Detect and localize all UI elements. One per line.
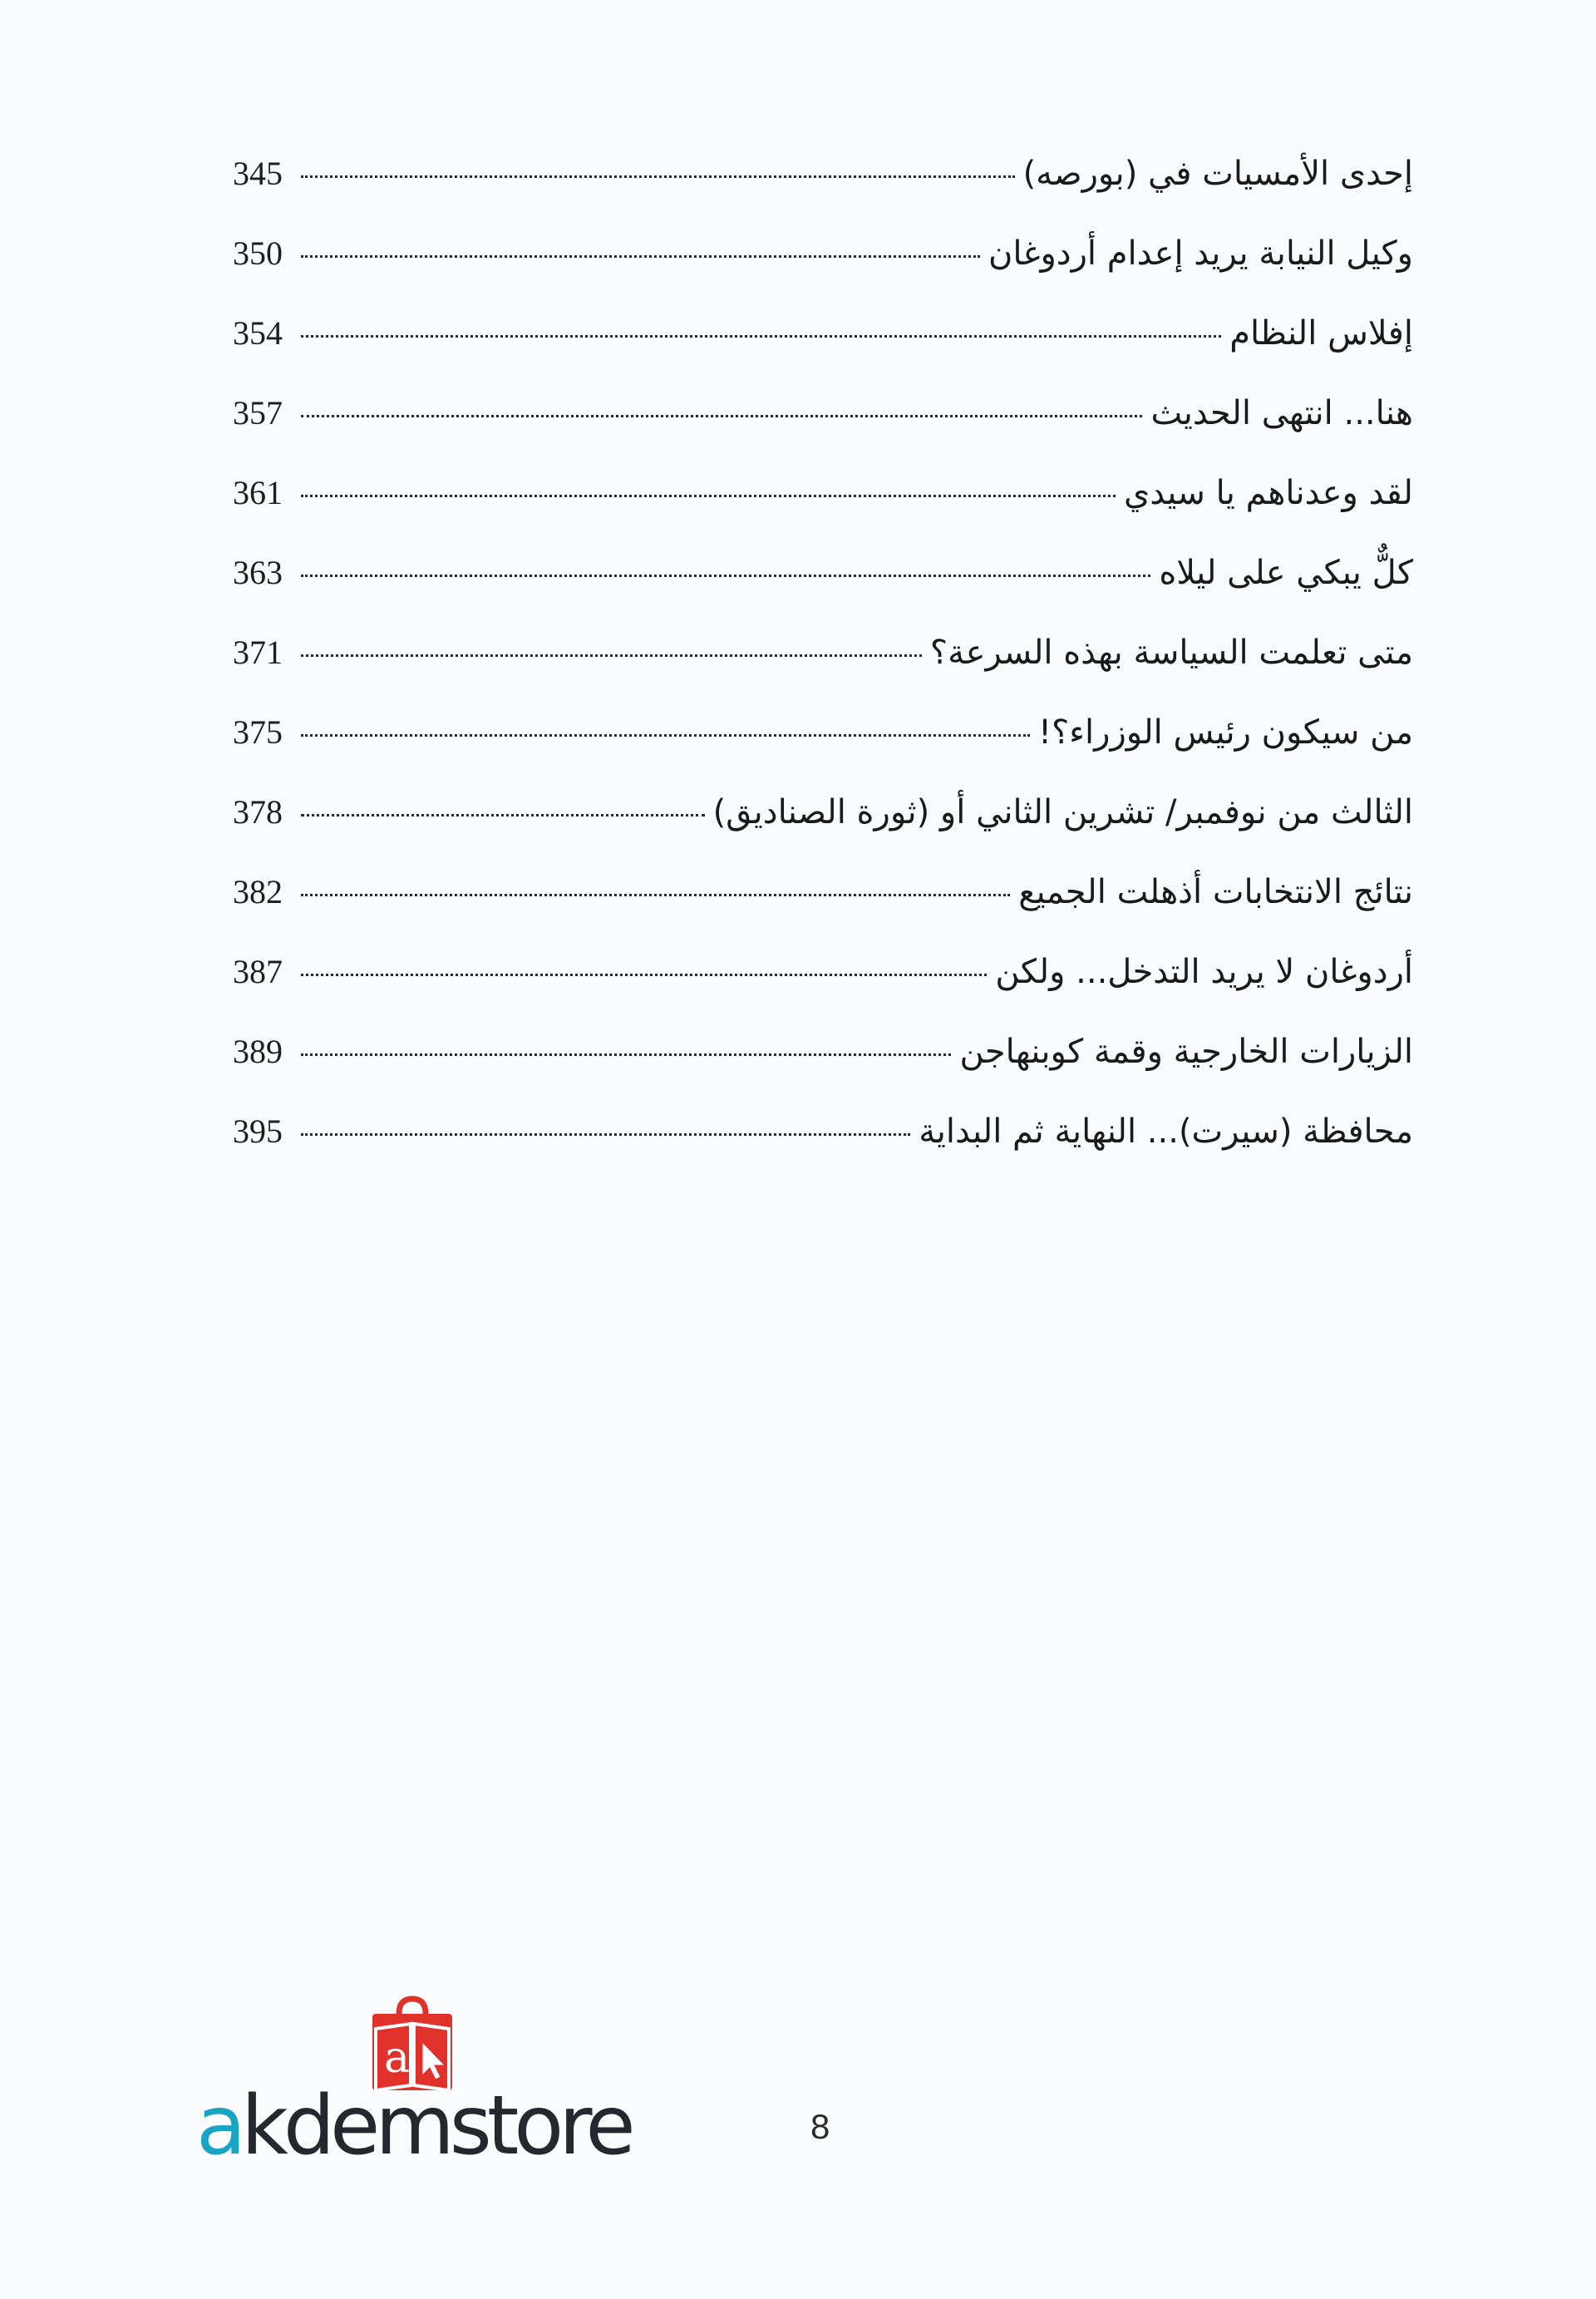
toc-entry-title: إحدى الأمسيات في (بورصه) bbox=[1022, 155, 1413, 193]
toc-entry-page: 387 bbox=[233, 953, 283, 990]
toc-entry-page: 361 bbox=[233, 474, 283, 511]
toc-entry-title: نتائج الانتخابات أذهلت الجميع bbox=[1018, 873, 1413, 911]
toc-entry-page: 382 bbox=[233, 873, 283, 910]
toc-leader-dots bbox=[301, 494, 1116, 497]
toc-entry-title: متى تعلمت السياسة بهذه السرعة؟ bbox=[929, 634, 1413, 672]
toc-leader-dots bbox=[301, 254, 980, 258]
toc-entry bbox=[233, 1112, 1413, 1191]
toc-entry-page: 375 bbox=[233, 713, 283, 751]
svg-text:a: a bbox=[384, 2033, 411, 2083]
toc-leader-dots bbox=[301, 175, 1015, 178]
toc-entry-page: 389 bbox=[233, 1033, 283, 1070]
toc-entry bbox=[233, 313, 1413, 393]
toc-entry-title: كلٌّ يبكي على ليلاه bbox=[1159, 554, 1413, 592]
toc-entry bbox=[233, 633, 1413, 713]
toc-leader-dots bbox=[301, 334, 1221, 338]
toc-entry-title: أردوغان لا يريد التدخل... ولكن bbox=[995, 953, 1413, 991]
toc-entry-page: 345 bbox=[233, 155, 283, 192]
toc-entry-title: الزيارات الخارجية وقمة كوبنهاجن bbox=[959, 1033, 1413, 1071]
toc-entry-title: إفلاس النظام bbox=[1229, 314, 1413, 353]
toc-entry bbox=[233, 154, 1413, 234]
toc-leader-dots bbox=[301, 1053, 951, 1056]
toc-entry-page: 395 bbox=[233, 1112, 283, 1150]
toc-entry bbox=[233, 872, 1413, 952]
akdemstore-logo bbox=[196, 1996, 631, 2178]
toc-entry bbox=[233, 473, 1413, 553]
toc-entry-page: 357 bbox=[233, 394, 283, 432]
toc-entry bbox=[233, 1032, 1413, 1112]
toc-entry bbox=[233, 713, 1413, 792]
toc-entry bbox=[233, 792, 1413, 872]
toc-leader-dots bbox=[301, 813, 705, 816]
toc-entry bbox=[233, 952, 1413, 1032]
logo-rest-text: kdemstore bbox=[241, 2079, 631, 2173]
toc-entry-title: الثالث من نوفمبر/ تشرين الثاني أو (ثورة الصناديق) bbox=[712, 793, 1413, 831]
toc-entry-title: هنا... انتهى الحديث bbox=[1150, 394, 1413, 432]
toc-entry-page: 371 bbox=[233, 634, 283, 671]
toc-entry bbox=[233, 393, 1413, 473]
toc-entry bbox=[233, 553, 1413, 633]
toc-entry-title: من سيكون رئيس الوزراء؟! bbox=[1037, 713, 1413, 752]
toc-entry-title: محافظة (سيرت)... النهاية ثم البداية bbox=[919, 1112, 1413, 1151]
table-of-contents bbox=[233, 154, 1413, 1191]
logo-wordmark bbox=[196, 2079, 631, 2173]
toc-entry-title: وكيل النيابة يريد إعدام أردوغان bbox=[988, 234, 1413, 273]
toc-leader-dots bbox=[301, 973, 987, 976]
toc-leader-dots bbox=[301, 1132, 910, 1136]
toc-entry bbox=[233, 234, 1413, 313]
toc-entry-title: لقد وعدناهم يا سيدي bbox=[1124, 474, 1413, 512]
logo-accent-letter: a bbox=[196, 2079, 242, 2173]
toc-entry-page: 354 bbox=[233, 314, 283, 352]
toc-entry-page: 378 bbox=[233, 793, 283, 831]
toc-leader-dots bbox=[301, 574, 1150, 577]
toc-leader-dots bbox=[301, 654, 922, 657]
toc-leader-dots bbox=[301, 414, 1142, 417]
toc-entry-page: 350 bbox=[233, 234, 283, 272]
toc-leader-dots bbox=[301, 733, 1030, 737]
page-number: 8 bbox=[810, 2107, 830, 2146]
toc-leader-dots bbox=[301, 893, 1010, 896]
toc-entry-page: 363 bbox=[233, 554, 283, 591]
